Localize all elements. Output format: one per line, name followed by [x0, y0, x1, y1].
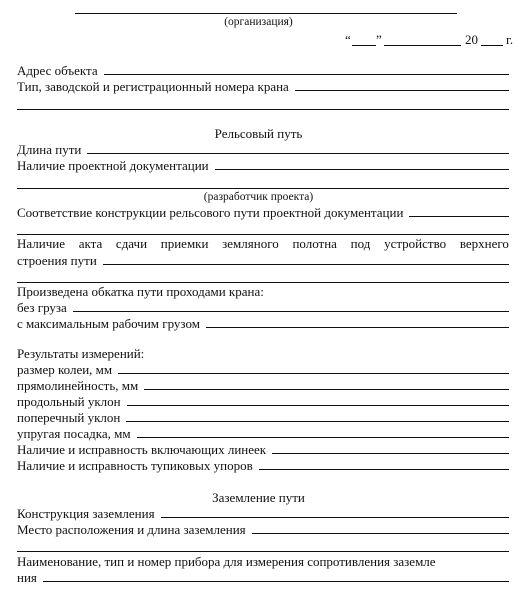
act-continuation-line [17, 282, 509, 283]
organization-line [75, 13, 457, 14]
measurement-label: Наличие и исправность включающих линеек [17, 442, 267, 457]
act-word: под [350, 236, 371, 251]
grounding-location-row [17, 521, 509, 537]
measurement-label: размер колеи, мм [17, 362, 113, 377]
act-word: приемки [160, 236, 209, 251]
max-load-line[interactable] [206, 327, 509, 328]
grounding-construction-row [17, 505, 509, 521]
rail-section-title: Рельсовый путь [214, 126, 303, 141]
measurement-line[interactable] [126, 421, 509, 422]
grounding-location-line[interactable] [252, 533, 509, 534]
measurement-row [17, 361, 509, 377]
act-line-2-label: строения пути [17, 253, 97, 268]
crane-type-row [17, 78, 509, 94]
organization-caption: (организация) [224, 16, 293, 28]
measurements-title: Результаты измерений: [17, 346, 145, 361]
address-row [17, 62, 509, 78]
measurement-line[interactable] [118, 373, 509, 374]
measurement-label: Наличие и исправность тупиковых упоров [17, 458, 253, 473]
date-year-line [481, 45, 503, 46]
measurement-row [17, 457, 509, 473]
grounding-construction-line[interactable] [161, 517, 509, 518]
grounding-location-continuation-line [17, 551, 509, 552]
without-load-row [17, 299, 509, 315]
act-word: сдачи [115, 236, 148, 251]
conformity-continuation-line [17, 234, 509, 235]
developer-line [17, 188, 509, 189]
measurement-label: продольный уклон [17, 394, 121, 409]
docs-label: Наличие проектной документации [17, 158, 209, 173]
measurement-label: прямолинейность, мм [17, 378, 139, 393]
length-row [17, 141, 509, 157]
conformity-line[interactable] [409, 216, 509, 217]
device-line[interactable] [43, 581, 509, 582]
date-quote-open: “ [345, 32, 351, 47]
measurement-row [17, 441, 509, 457]
device-line-1: Наименование, тип и номер прибора для измерения сопротивления заземле [17, 554, 436, 569]
measurement-line[interactable] [144, 389, 509, 390]
date-month-line [384, 45, 461, 46]
act-line[interactable] [103, 264, 509, 265]
measurement-row [17, 409, 509, 425]
measurement-line[interactable] [272, 453, 509, 454]
date-day-line [352, 45, 376, 46]
without-load-line[interactable] [73, 311, 509, 312]
act-word: Наличие [17, 236, 65, 251]
date-quote-close: ” [376, 32, 382, 47]
device-row-2 [17, 569, 509, 585]
length-label: Длина пути [17, 142, 82, 157]
act-line-1 [17, 236, 509, 251]
length-line[interactable] [87, 153, 509, 154]
act-word: устройство [384, 236, 447, 251]
max-load-label: с максимальным рабочим грузом [17, 316, 200, 331]
conformity-label: Соответствие конструкции рельсового пути проектной документации [17, 205, 404, 220]
rolling-title: Произведена обкатка пути проходами крана: [17, 284, 264, 299]
device-line-2-label: ния [17, 570, 37, 585]
measurement-line[interactable] [137, 437, 509, 438]
act-word: акта [78, 236, 103, 251]
developer-caption: (разработчик проекта) [203, 191, 314, 203]
act-row-2 [17, 252, 509, 268]
address-label: Адрес объекта [17, 63, 98, 78]
act-word: верхнего [459, 236, 509, 251]
max-load-row [17, 315, 509, 331]
date-year-prefix: 20 [465, 32, 478, 47]
measurement-label: упругая посадка, мм [17, 426, 131, 441]
address-line[interactable] [104, 74, 509, 75]
grounding-location-label: Место расположения и длина заземления [17, 522, 246, 537]
grounding-title: Заземление пути [212, 490, 305, 505]
conformity-row [17, 204, 509, 220]
measurement-line[interactable] [259, 469, 509, 470]
without-load-label: без груза [17, 300, 67, 315]
measurement-label: поперечный уклон [17, 410, 121, 425]
crane-type-continuation-line [17, 109, 509, 110]
act-word: земляного [222, 236, 279, 251]
crane-type-label: Тип, заводской и регистрационный номера крана [17, 79, 289, 94]
measurement-line[interactable] [127, 405, 509, 406]
docs-row [17, 157, 509, 173]
measurement-row [17, 377, 509, 393]
measurement-row [17, 425, 509, 441]
crane-type-line[interactable] [295, 90, 509, 91]
grounding-construction-label: Конструкция заземления [17, 506, 155, 521]
date-suffix: г. [506, 32, 514, 47]
act-word: полотна [292, 236, 337, 251]
docs-line[interactable] [215, 169, 509, 170]
measurement-row [17, 393, 509, 409]
